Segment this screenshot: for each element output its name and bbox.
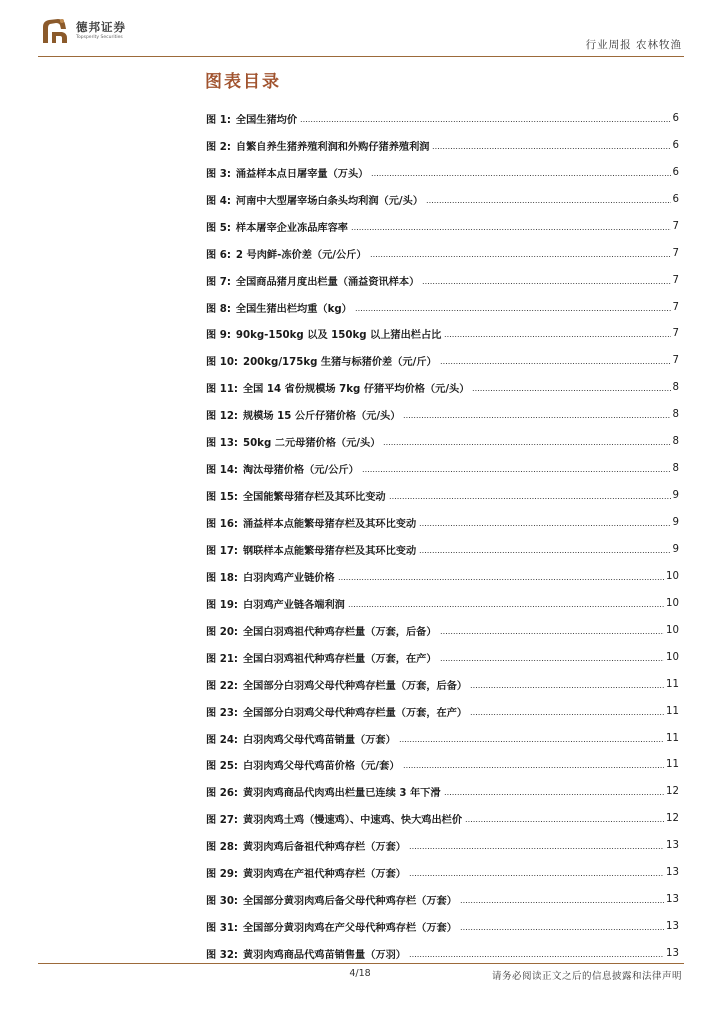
toc-entry-page: 11 xyxy=(666,705,679,717)
toc-entry-label: 白羽肉鸡父母代鸡苗价格（元/套） xyxy=(243,761,400,773)
toc-entry[interactable] xyxy=(206,240,679,267)
toc-entry-number: 图 8: xyxy=(206,303,231,315)
toc-entry-page: 13 xyxy=(666,867,679,879)
toc-entry-number: 图 17: xyxy=(206,545,238,557)
report-type: 行业周报 农林牧渔 xyxy=(585,39,682,51)
toc-entry-leader-dots xyxy=(460,902,664,903)
brand-logo xyxy=(40,15,140,47)
toc-entry-label: 全国白羽鸡祖代种鸡存栏量（万套，后备） xyxy=(243,626,437,638)
toc-entry-number: 图 2: xyxy=(206,141,231,153)
toc-entry-leader-dots xyxy=(472,390,670,391)
toc-entry-page: 7 xyxy=(672,328,679,340)
toc-entry[interactable] xyxy=(206,294,679,321)
toc-entry[interactable] xyxy=(206,590,679,617)
toc-entry-leader-dots xyxy=(389,498,671,499)
toc-entry-leader-dots xyxy=(444,794,664,795)
toc-entry[interactable] xyxy=(206,132,679,159)
toc-entry[interactable] xyxy=(206,752,679,779)
footer-disclaimer: 请务必阅读正文之后的信息披露和法律声明 xyxy=(491,971,682,982)
toc-entry-label: 全国能繁母猪存栏及其环比变动 xyxy=(243,492,386,504)
toc-entry[interactable] xyxy=(206,509,679,536)
toc-entry-leader-dots xyxy=(403,417,670,418)
toc-entry-leader-dots xyxy=(338,579,664,580)
toc-entry-number: 图 5: xyxy=(206,222,231,234)
toc-entry-number: 图 28: xyxy=(206,842,238,854)
toc-entry-label: 全国 14 省份规模场 7kg 仔猪平均价格（元/头） xyxy=(243,384,470,396)
toc-entry-number: 图 10: xyxy=(206,357,238,369)
toc-entry-number: 图 7: xyxy=(206,276,231,288)
toc-entry-number: 图 12: xyxy=(206,411,238,423)
toc-entry-leader-dots xyxy=(460,929,664,930)
toc-entry-page: 7 xyxy=(672,220,679,232)
toc-entry-page: 9 xyxy=(672,490,679,502)
toc-entry-number: 图 4: xyxy=(206,195,231,207)
toc-entry-number: 图 19: xyxy=(206,599,238,611)
toc-entry[interactable] xyxy=(206,644,679,671)
toc-entry-leader-dots xyxy=(399,741,664,742)
toc-entry-leader-dots xyxy=(440,363,671,364)
toc-entry-label: 黄羽肉鸡商品代鸡苗销售量（万羽） xyxy=(243,950,406,962)
toc-entry-label: 全国部分白羽鸡父母代种鸡存栏量（万套，在产） xyxy=(243,707,468,719)
toc-entry-label: 全国部分白羽鸡父母代种鸡存栏量（万套，后备） xyxy=(243,680,468,692)
toc-entry[interactable] xyxy=(206,698,679,725)
toc-entry-leader-dots xyxy=(409,848,664,849)
toc-entry-page: 6 xyxy=(672,112,679,124)
toc-entry-leader-dots xyxy=(422,283,670,284)
toc-entry-number: 图 24: xyxy=(206,734,238,746)
toc-entry-leader-dots xyxy=(355,310,671,311)
toc-entry-page: 10 xyxy=(666,570,679,582)
toc-entry-number: 图 27: xyxy=(206,815,238,827)
page-header xyxy=(0,0,724,62)
toc-entry[interactable] xyxy=(206,105,679,132)
toc-entry-leader-dots xyxy=(300,121,670,122)
toc-entry[interactable] xyxy=(206,886,679,913)
toc-entry[interactable] xyxy=(206,671,679,698)
toc-entry-leader-dots xyxy=(362,471,671,472)
toc-entry-page: 8 xyxy=(672,436,679,448)
toc-title: 图表目录 xyxy=(205,72,281,92)
toc-entry-page: 11 xyxy=(666,732,679,744)
toc-entry-label: 涌益样本点能繁母猪存栏及其环比变动 xyxy=(243,519,417,531)
toc-entry-page: 10 xyxy=(666,597,679,609)
toc-entry-label: 全国部分黄羽肉鸡后备父母代种鸡存栏（万套） xyxy=(243,896,457,908)
toc-entry-label: 全国白羽鸡祖代种鸡存栏量（万套，在产） xyxy=(243,653,437,665)
toc-entry[interactable] xyxy=(206,428,679,455)
toc-entry[interactable] xyxy=(206,913,679,940)
toc-entry-page: 12 xyxy=(666,786,679,798)
toc-entry-page: 6 xyxy=(672,166,679,178)
toc-entry-page: 6 xyxy=(672,193,679,205)
toc-entry-leader-dots xyxy=(444,336,670,337)
toc-entry-label: 白羽肉鸡父母代鸡苗销量（万套） xyxy=(243,734,396,746)
toc-entry-leader-dots xyxy=(465,821,664,822)
toc-entry-label: 2 号肉鲜-冻价差（元/公斤） xyxy=(235,249,367,261)
toc-entry[interactable] xyxy=(206,186,679,213)
toc-entry-leader-dots xyxy=(426,202,671,203)
toc-entry-label: 全国生猪均价 xyxy=(235,114,298,126)
toc-entry-leader-dots xyxy=(403,767,664,768)
toc-entry-page: 10 xyxy=(666,651,679,663)
toc-entry-number: 图 18: xyxy=(206,572,238,584)
toc-entry-label: 全国生猪出栏均重（kg） xyxy=(235,303,352,315)
toc-entry[interactable] xyxy=(206,778,679,805)
toc-entry-leader-dots xyxy=(351,229,671,230)
toc-entry-label: 白羽肉鸡产业链价格 xyxy=(243,572,335,584)
toc-entry-page: 9 xyxy=(672,543,679,555)
toc-entry[interactable] xyxy=(206,374,679,401)
toc-entry-leader-dots xyxy=(383,444,670,445)
brand-logo-icon xyxy=(40,15,70,47)
toc-entry-label: 钢联样本点能繁母猪存栏及其环比变动 xyxy=(243,545,417,557)
toc-entry[interactable] xyxy=(206,267,679,294)
toc-entry[interactable] xyxy=(206,455,679,482)
toc-entry-number: 图 22: xyxy=(206,680,238,692)
toc-entry-label: 黄羽肉鸡后备祖代种鸡存栏（万套） xyxy=(243,842,406,854)
toc-entry[interactable] xyxy=(206,617,679,644)
toc-entry-page: 7 xyxy=(672,301,679,313)
toc-entry-page: 7 xyxy=(672,274,679,286)
toc-entry-label: 涌益样本点日屠宰量（万头） xyxy=(235,168,369,180)
brand-subtitle: Topsperity Securities xyxy=(76,35,123,40)
toc-entry-label: 自繁自养生猪养殖利润和外购仔猪养殖利润 xyxy=(235,141,430,153)
toc-entry-number: 图 15: xyxy=(206,492,238,504)
toc-entry-label: 黄羽肉鸡土鸡（慢速鸡）、中速鸡、快大鸡出栏价 xyxy=(243,815,463,827)
toc-entry-number: 图 21: xyxy=(206,653,238,665)
toc-entry-number: 图 13: xyxy=(206,438,238,450)
toc-entry-number: 图 9: xyxy=(206,330,231,342)
toc-entry-page: 13 xyxy=(666,840,679,852)
toc-entry-number: 图 11: xyxy=(206,384,238,396)
toc-entry[interactable] xyxy=(206,213,679,240)
toc-entry[interactable] xyxy=(206,401,679,428)
toc-entry[interactable] xyxy=(206,159,679,186)
toc-entry-page: 8 xyxy=(672,409,679,421)
toc-entry-leader-dots xyxy=(470,714,664,715)
toc-entry-page: 7 xyxy=(672,355,679,367)
toc-entry-number: 图 1: xyxy=(206,114,231,126)
toc-entry[interactable] xyxy=(206,563,679,590)
toc-entry-leader-dots xyxy=(440,633,664,634)
toc-entry-number: 图 6: xyxy=(206,249,231,261)
toc-entry-leader-dots xyxy=(419,552,670,553)
header-divider xyxy=(38,56,684,57)
toc-entry-page: 9 xyxy=(672,517,679,529)
toc-entry-label: 白羽鸡产业链各端利润 xyxy=(243,599,345,611)
toc-entry-number: 图 16: xyxy=(206,519,238,531)
toc-entry-number: 图 31: xyxy=(206,923,238,935)
toc-entry-page: 7 xyxy=(672,247,679,259)
toc-entry-number: 图 14: xyxy=(206,465,238,477)
toc-entry-page: 11 xyxy=(666,678,679,690)
toc-entry-leader-dots xyxy=(432,148,670,149)
toc-entry-label: 规模场 15 公斤仔猪价格（元/头） xyxy=(243,411,401,423)
toc-entry-label: 全国商品猪月度出栏量（涌益资讯样本） xyxy=(235,276,420,288)
toc-entry[interactable] xyxy=(206,321,679,348)
toc-entry-number: 图 3: xyxy=(206,168,231,180)
toc-entry-label: 黄羽肉鸡在产祖代种鸡存栏（万套） xyxy=(243,869,406,881)
toc-entry-leader-dots xyxy=(371,175,670,176)
toc-entry-leader-dots xyxy=(440,660,664,661)
toc-entry[interactable] xyxy=(206,725,679,752)
toc-entry-label: 50kg 二元母猪价格（元/头） xyxy=(243,438,381,450)
toc-entry-number: 图 25: xyxy=(206,761,238,773)
toc-entry[interactable] xyxy=(206,536,679,563)
toc-entry[interactable] xyxy=(206,482,679,509)
toc-entry-leader-dots xyxy=(409,956,664,957)
toc-entry-label: 淘汰母猪价格（元/公斤） xyxy=(243,465,359,477)
toc-entry-page: 13 xyxy=(666,921,679,933)
toc-entry-leader-dots xyxy=(419,525,670,526)
toc-entry-number: 图 20: xyxy=(206,626,238,638)
toc-entry-label: 河南中大型屠宰场白条头均利润（元/头） xyxy=(235,195,424,207)
toc-entry-leader-dots xyxy=(370,256,671,257)
toc-entry-leader-dots xyxy=(470,687,664,688)
footer-divider xyxy=(38,963,684,964)
toc-entry-label: 全国部分黄羽肉鸡在产父母代种鸡存栏（万套） xyxy=(243,923,457,935)
toc-entry[interactable] xyxy=(206,832,679,859)
toc-entry[interactable] xyxy=(206,347,679,374)
toc-entry-number: 图 32: xyxy=(206,950,238,962)
toc-entry-number: 图 30: xyxy=(206,896,238,908)
toc-entry-number: 图 23: xyxy=(206,707,238,719)
toc-entry-label: 90kg-150kg 以及 150kg 以上猪出栏占比 xyxy=(235,330,442,342)
brand-name: 德邦证券 xyxy=(76,20,126,34)
toc-entry-page: 12 xyxy=(666,813,679,825)
toc-entry-label: 200kg/175kg 生猪与标猪价差（元/斤） xyxy=(243,357,437,369)
toc-entry-label: 黄羽肉鸡商品代肉鸡出栏量已连续 3 年下滑 xyxy=(243,788,441,800)
toc-entry-page: 6 xyxy=(672,139,679,151)
toc-entry[interactable] xyxy=(206,859,679,886)
toc-entry-leader-dots xyxy=(409,875,664,876)
toc-entry-page: 10 xyxy=(666,624,679,636)
toc-entry-leader-dots xyxy=(348,606,664,607)
toc-entry-page: 8 xyxy=(672,382,679,394)
toc-entry-number: 图 29: xyxy=(206,869,238,881)
figure-toc-list xyxy=(206,105,679,967)
toc-entry[interactable] xyxy=(206,805,679,832)
toc-entry-page: 11 xyxy=(666,759,679,771)
page-number: 4/18 xyxy=(349,968,371,979)
toc-entry-label: 样本屠宰企业冻品库容率 xyxy=(235,222,348,234)
toc-entry-page: 8 xyxy=(672,463,679,475)
toc-entry-page: 13 xyxy=(666,948,679,960)
toc-entry-number: 图 26: xyxy=(206,788,238,800)
toc-entry-page: 13 xyxy=(666,894,679,906)
